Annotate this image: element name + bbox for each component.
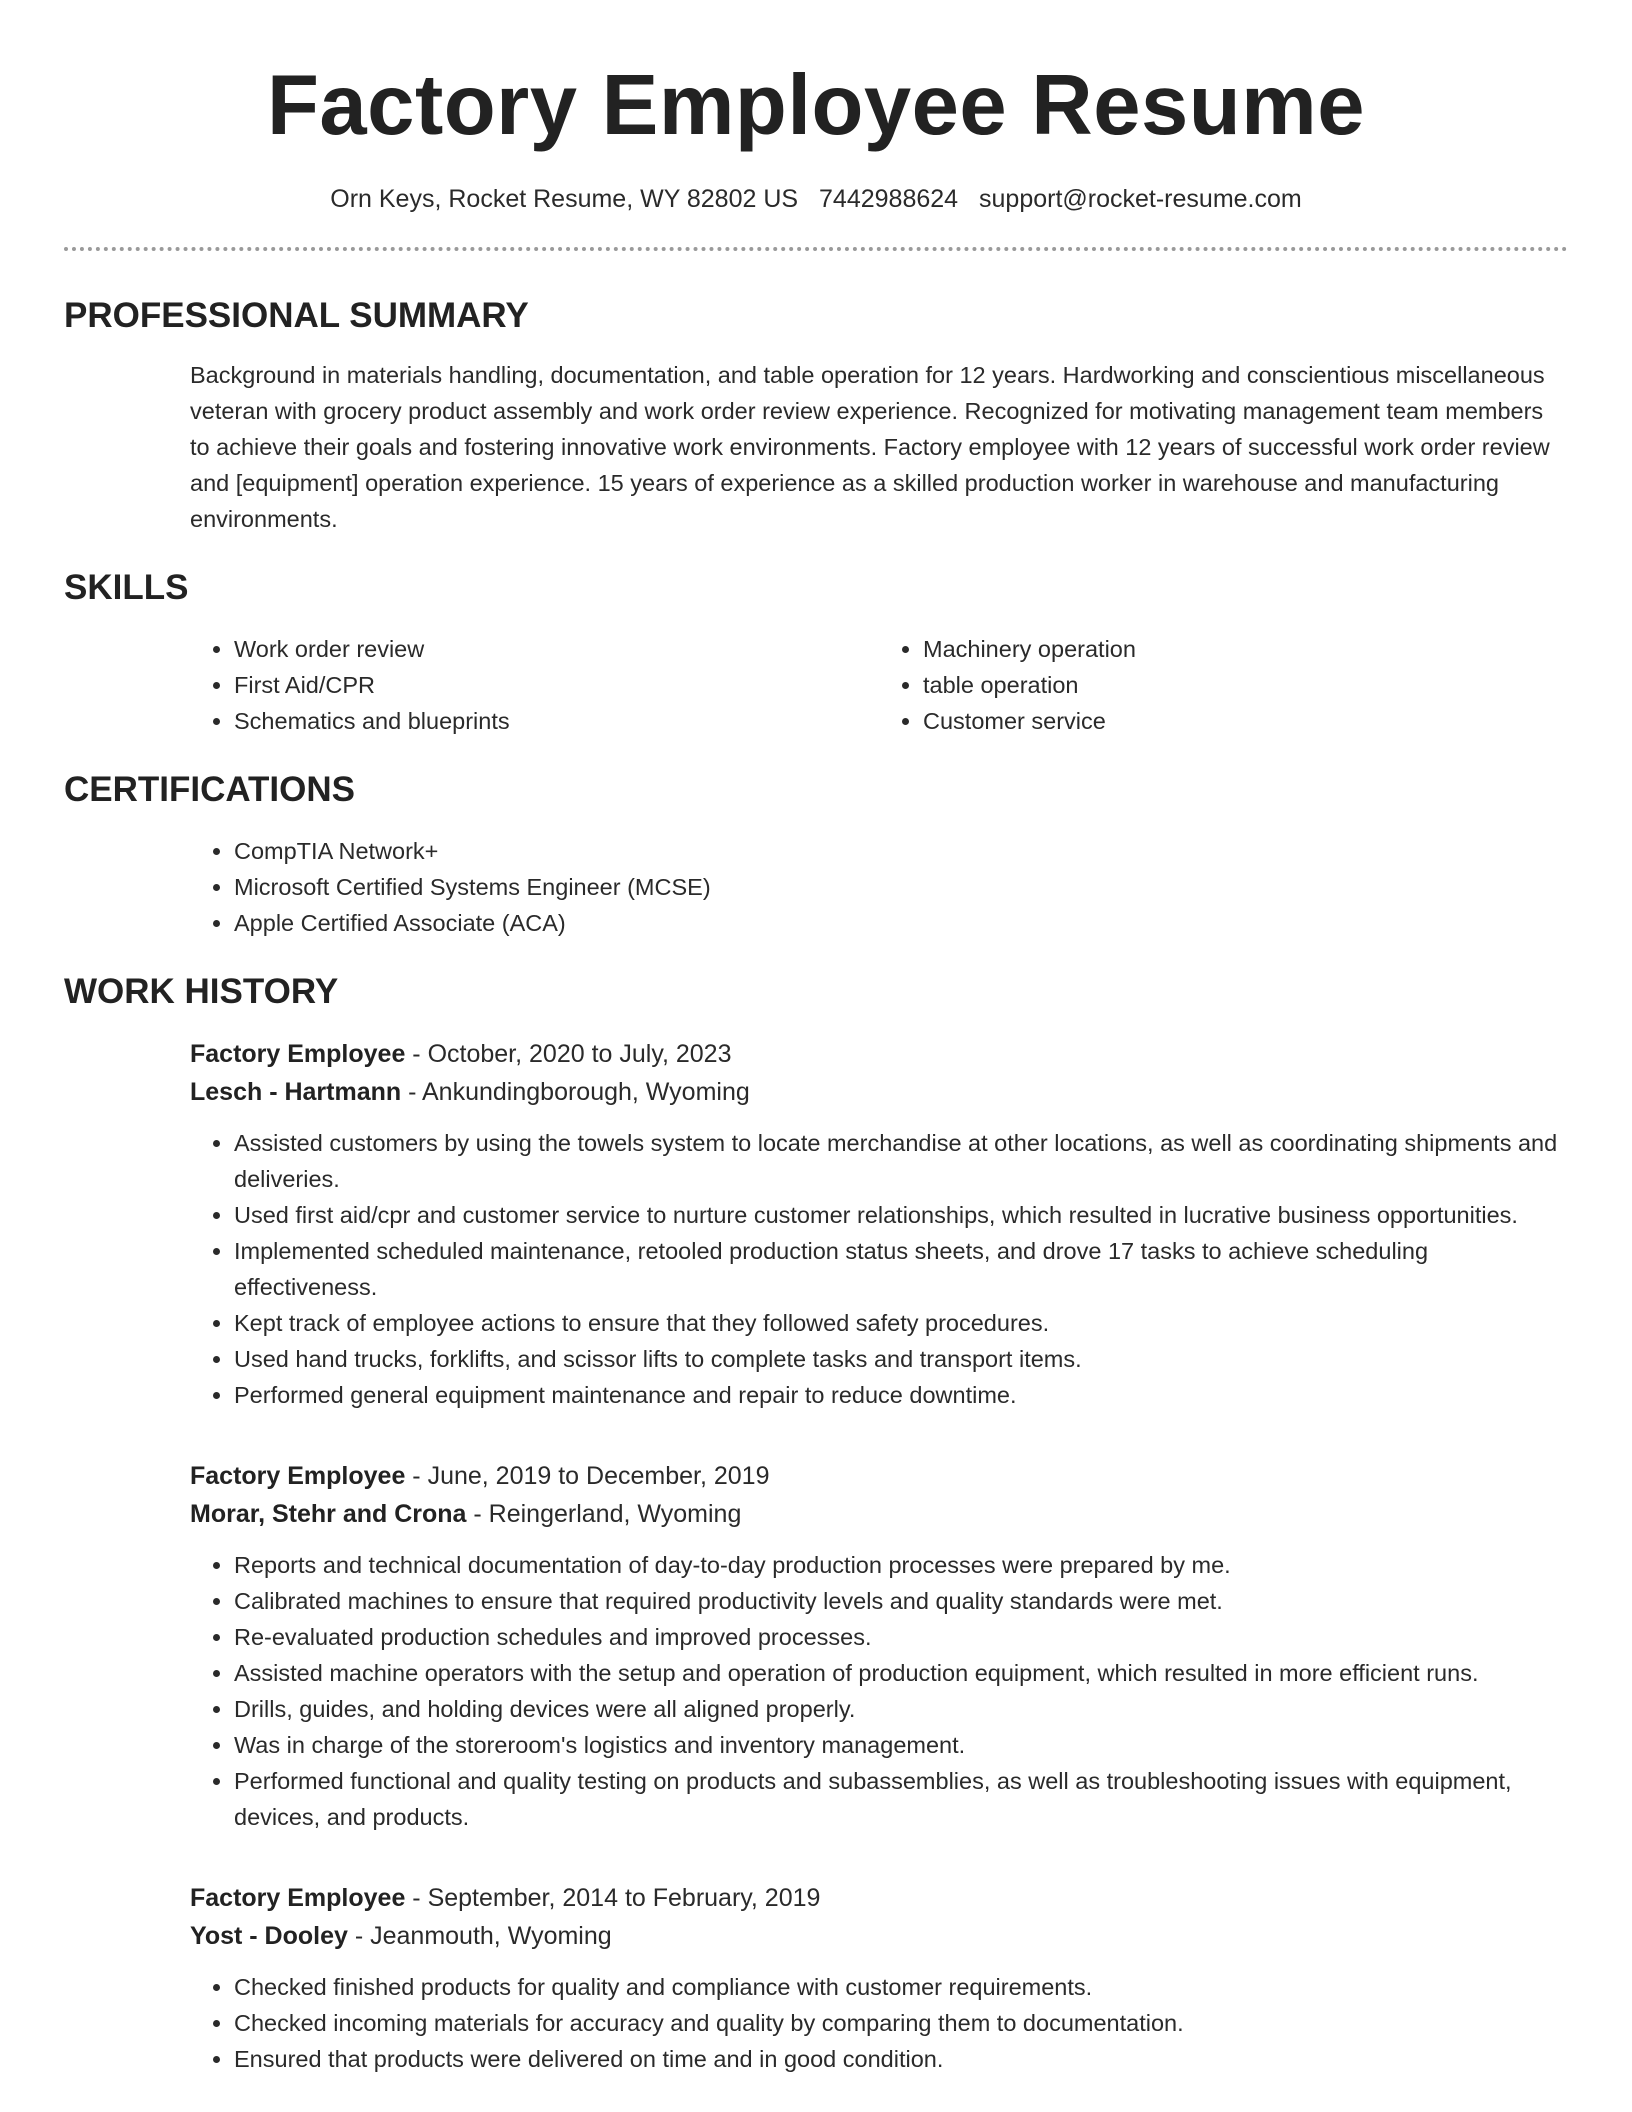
certification-item: • CompTIA Network+ bbox=[234, 833, 1568, 869]
work-history-section bbox=[190, 1035, 1568, 2077]
certification-item: • Microsoft Certified Systems Engineer (MCSE) bbox=[234, 869, 1568, 905]
certifications-section bbox=[190, 833, 1568, 941]
job-bullet: • Used first aid/cpr and customer service to nurture customer relationships, which resulted in lucrative business opportunities. bbox=[234, 1197, 1568, 1233]
job-company-line bbox=[190, 1073, 1568, 1111]
job-title-line bbox=[190, 1035, 1568, 1073]
job-entry bbox=[190, 1879, 1568, 2077]
job-bullet: • Performed general equipment maintenance and repair to reduce downtime. bbox=[234, 1377, 1568, 1413]
job-bullet: • Calibrated machines to ensure that required productivity levels and quality standards were met. bbox=[234, 1583, 1568, 1619]
job-company-line bbox=[190, 1917, 1568, 1955]
job-bullet: • Reports and technical documentation of day-to-day production processes were prepared by me. bbox=[234, 1547, 1568, 1583]
job-bullet: • Used hand trucks, forklifts, and scissor lifts to complete tasks and transport items. bbox=[234, 1341, 1568, 1377]
job-company: Morar, Stehr and Crona bbox=[190, 1500, 467, 1528]
summary-section bbox=[190, 357, 1568, 537]
job-bullet: • Checked finished products for quality and compliance with customer requirements. bbox=[234, 1969, 1568, 2005]
job-entry bbox=[190, 1457, 1568, 1835]
summary-heading: PROFESSIONAL SUMMARY bbox=[64, 296, 529, 335]
work-history-heading: WORK HISTORY bbox=[64, 972, 339, 1011]
job-dates: - October, 2020 to July, 2023 bbox=[405, 1040, 732, 1068]
job-bullets bbox=[190, 1547, 1568, 1835]
job-bullet: • Performed functional and quality testing on products and subassemblies, as well as troubleshooting issues with equipment, devices, and products. bbox=[234, 1763, 1568, 1835]
contact-email: support@rocket-resume.com bbox=[979, 185, 1302, 213]
skill-item: • table operation bbox=[923, 667, 1568, 703]
job-bullets bbox=[190, 1969, 1568, 2077]
job-company: Yost - Dooley bbox=[190, 1922, 348, 1950]
job-title: Factory Employee bbox=[190, 1884, 406, 1912]
job-entry bbox=[190, 1035, 1568, 1413]
certifications-list bbox=[190, 833, 1568, 941]
skill-item: • Machinery operation bbox=[923, 631, 1568, 667]
skill-item: • Customer service bbox=[923, 703, 1568, 739]
job-company-line bbox=[190, 1495, 1568, 1533]
skills-column-left bbox=[190, 631, 879, 739]
certifications-heading: CERTIFICATIONS bbox=[64, 770, 356, 809]
skill-item: • First Aid/CPR bbox=[234, 667, 879, 703]
job-dates: - September, 2014 to February, 2019 bbox=[405, 1884, 821, 1912]
job-title: Factory Employee bbox=[190, 1040, 406, 1068]
job-bullet: • Assisted machine operators with the setup and operation of production equipment, which resulted in more efficient runs. bbox=[234, 1655, 1568, 1691]
resume-title: Factory Employee Resume bbox=[266, 58, 1366, 153]
job-bullets bbox=[190, 1125, 1568, 1413]
job-location: - Jeanmouth, Wyoming bbox=[347, 1922, 612, 1950]
skills-column-right bbox=[879, 631, 1568, 739]
skills-section bbox=[190, 631, 1568, 739]
contact-address: Orn Keys, Rocket Resume, WY 82802 US bbox=[330, 185, 799, 213]
job-title-line bbox=[190, 1457, 1568, 1495]
resume-page bbox=[64, 0, 1568, 2077]
job-title-line bbox=[190, 1879, 1568, 1917]
job-bullet: • Assisted customers by using the towels system to locate merchandise at other locations, as well as coordinating shipments and deliveries. bbox=[234, 1125, 1568, 1197]
job-company: Lesch - Hartmann bbox=[190, 1078, 402, 1106]
skill-item: • Schematics and blueprints bbox=[234, 703, 879, 739]
job-bullet: • Ensured that products were delivered on time and in good condition. bbox=[234, 2041, 1568, 2077]
job-dates: - June, 2019 to December, 2019 bbox=[405, 1462, 770, 1490]
job-title: Factory Employee bbox=[190, 1462, 406, 1490]
job-bullet: • Implemented scheduled maintenance, retooled production status sheets, and drove 17 tasks to achieve scheduling effectiveness. bbox=[234, 1233, 1568, 1305]
header-divider bbox=[64, 247, 1568, 251]
contact-line bbox=[64, 184, 1568, 214]
job-bullet: • Was in charge of the storeroom's logistics and inventory management. bbox=[234, 1727, 1568, 1763]
skills-heading: SKILLS bbox=[64, 568, 189, 607]
contact-phone: 7442988624 bbox=[819, 185, 959, 213]
job-bullet: • Checked incoming materials for accuracy and quality by comparing them to documentation. bbox=[234, 2005, 1568, 2041]
job-bullet: • Drills, guides, and holding devices were all aligned properly. bbox=[234, 1691, 1568, 1727]
certification-item: • Apple Certified Associate (ACA) bbox=[234, 905, 1568, 941]
summary-text: Background in materials handling, documentation, and table operation for 12 years. Hardworking and conscientious miscellaneous veteran with grocery product assembly and work order review experience. Recognized for motivating management team members to achieve their goals and fostering innovative work environments. Factory employee with 12 years of successful work order review and [equipment] operation experience. 15 years of experience as a skilled production worker in warehouse and manufacturing environments. bbox=[190, 362, 1550, 532]
skill-item: • Work order review bbox=[234, 631, 879, 667]
job-bullet: • Kept track of employee actions to ensure that they followed safety procedures. bbox=[234, 1305, 1568, 1341]
job-bullet: • Re-evaluated production schedules and improved processes. bbox=[234, 1619, 1568, 1655]
job-location: - Ankundingborough, Wyoming bbox=[401, 1078, 750, 1106]
job-location: - Reingerland, Wyoming bbox=[466, 1500, 742, 1528]
